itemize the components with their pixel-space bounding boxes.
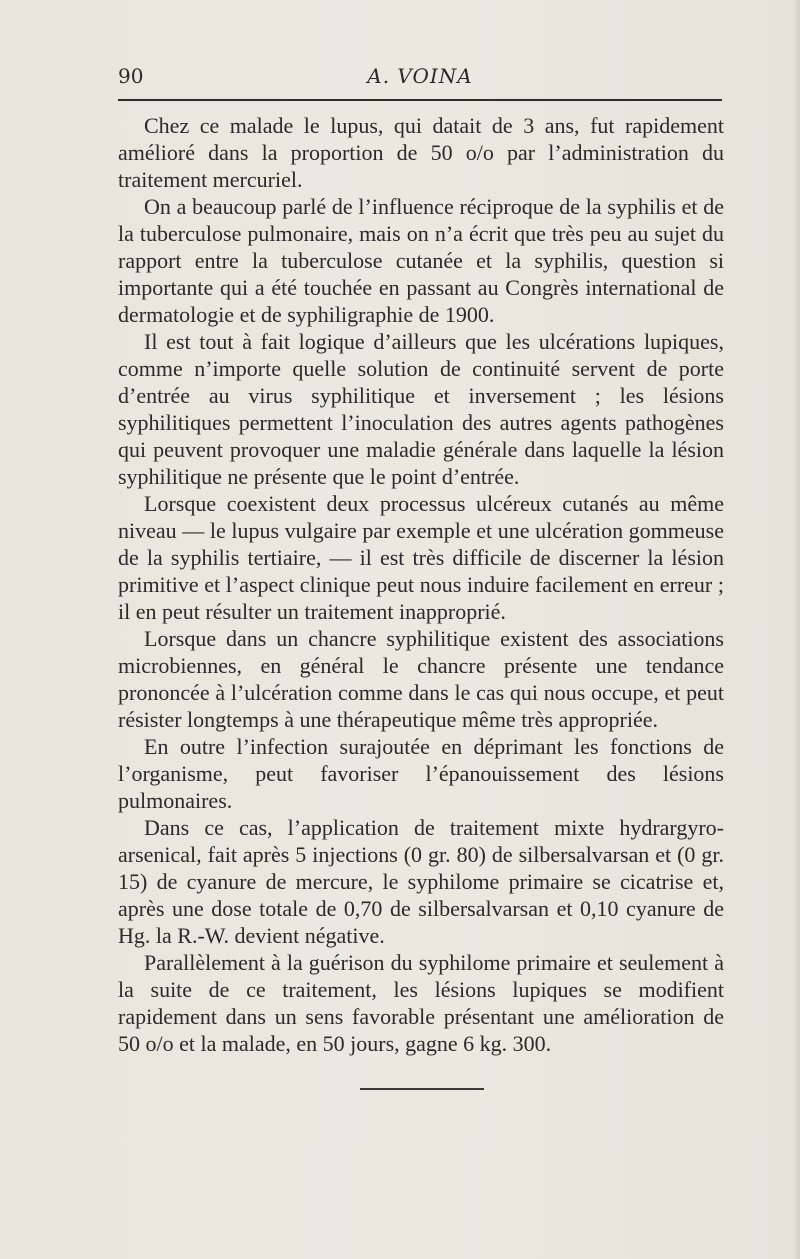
paragraph-4: Lorsque coexistent deux processus ulcéreux cutanés au même niveau — le lupus vulgaire par exemple et une ulcération gommeuse de la syphilis tertiaire, — il est très difficile de discerner la lésion primitive et l’aspect clinique peut nous induire facilement en erreur ; il en peut résulter un traitement inapproprié.	[118, 491, 724, 624]
paragraph-1: Chez ce malade le lupus, qui datait de 3 ans, fut rapidement amélioré dans la proportion de 50 o/o par l’administration du traitement mercuriel.	[118, 113, 724, 192]
paragraph-2: On a beaucoup parlé de l’influence réciproque de la syphilis et de la tuberculose pulmonaire, mais on n’a écrit que très peu au sujet du rapport entre la tuberculose cutanée et la syphilis, question si importante qui a été touchée en passant au Congrès international de dermatologie et de syphiligraphie de 1900.	[118, 194, 724, 327]
body-text	[118, 112, 724, 1057]
paragraph-5: Lorsque dans un chancre syphilitique existent des associations microbiennes, en général le chancre présente une tendance prononcée à l’ulcération comme dans le cas qui nous occupe, et peut résister longtemps à une thérapeutique même très appropriée.	[118, 626, 724, 732]
running-head-author: A. VOINA	[367, 64, 473, 88]
page-edge-shadow	[792, 0, 800, 1259]
paragraph-6: En outre l’infection surajoutée en déprimant les fonctions de l’organisme, peut favoriser l’épanouissement des lésions pulmonaires.	[118, 734, 724, 813]
paragraph-7: Dans ce cas, l’application de traitement mixte hydrargyro-arsenical, fait après 5 injections (0 gr. 80) de silbersalvarsan et (0 gr. 15) de cyanure de mercure, le syphilome primaire se cicatrise et, après une dose totale de 0,70 de silbersalvarsan et 0,10 cyanure de Hg. la R.-W. devient négative.	[118, 815, 724, 948]
paragraph-3: Il est tout à fait logique d’ailleurs que les ulcérations lupiques, comme n’importe quelle solution de continuité servent de porte d’entrée au virus syphilitique et inversement ; les lésions syphilitiques permettent l’inoculation des autres agents pathogènes qui peuvent provoquer une maladie générale dans laquelle la lésion syphilitique ne présente que le point d’entrée.	[118, 329, 724, 489]
header-rule	[118, 99, 722, 101]
section-end-rule	[360, 1088, 484, 1090]
paragraph-8: Parallèlement à la guérison du syphilome primaire et seulement à la suite de ce traitement, les lésions lupiques se modifient rapidement dans un sens favorable présentant une amélioration de 50 o/o et la malade, en 50 jours, gagne 6 kg. 300.	[118, 950, 724, 1056]
page-number: 90	[118, 64, 144, 88]
page-header	[118, 62, 722, 90]
